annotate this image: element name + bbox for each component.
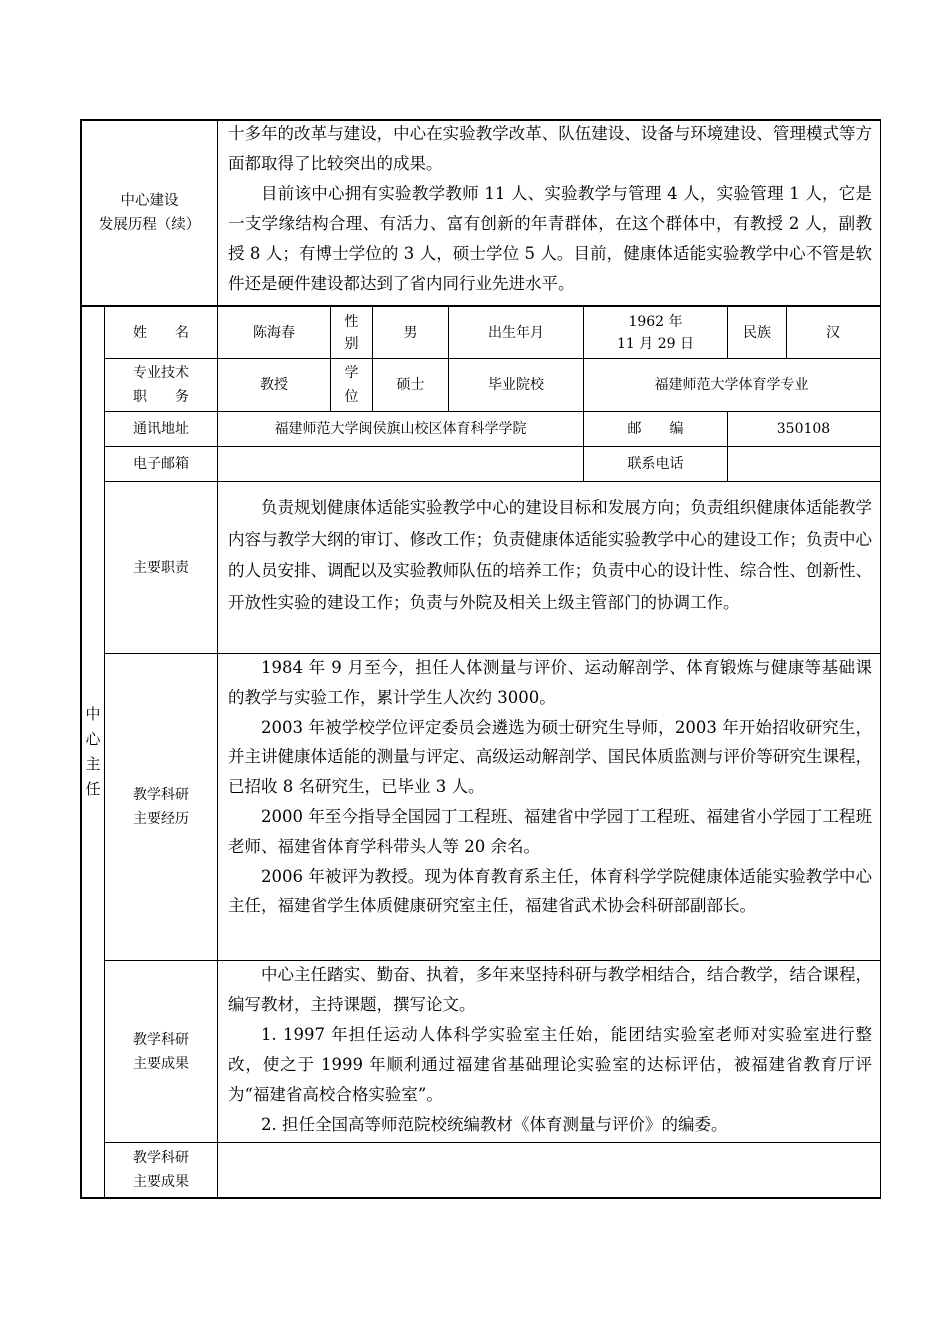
history-text bbox=[228, 119, 872, 299]
history-label-line1: 中心建设 bbox=[120, 192, 179, 209]
achievements-paragraph-1: 中心主任踏实、勤奋、执着，多年来坚持科研与教学相结合，结合教学，结合课程，编写教材，主持课题，撰写论文。 bbox=[228, 965, 872, 1014]
side-label-char-2: 心 bbox=[85, 730, 101, 748]
postcode-value: 350108 bbox=[776, 421, 831, 437]
history-label-line2: 发展历程（续） bbox=[98, 216, 201, 233]
achievements-label bbox=[105, 961, 217, 1142]
gender-value: 男 bbox=[403, 324, 418, 341]
achievements2-label-line2: 主要成果 bbox=[133, 1174, 189, 1190]
ethnic-label: 民族 bbox=[743, 324, 771, 341]
side-label-char-4: 任 bbox=[85, 780, 101, 798]
name-label: 姓 名 bbox=[133, 324, 189, 341]
director-side-label bbox=[83, 702, 103, 802]
degree-label-line1: 学 bbox=[344, 365, 359, 381]
achievements-text bbox=[228, 960, 872, 1140]
history-label bbox=[82, 120, 217, 305]
side-label-char-1: 中 bbox=[85, 705, 101, 723]
postcode-label: 邮 编 bbox=[627, 421, 684, 437]
experience-label-line2: 主要经历 bbox=[133, 811, 189, 827]
birth-value bbox=[584, 307, 727, 358]
title-label-line1: 专业技术 bbox=[133, 365, 189, 381]
duties-paragraph: 负责规划健康体适能实验教学中心的建设目标和发展方向；负责组织健康体适能教学内容与教学大纲的审订、修改工作；负责健康体适能实验教学中心的建设工作；负责中心的人员安排、调配以及实验教师队伍的培养工作；负责中心的设计性、综合性、创新性、开放性实验的建设工作；负责与外院及相关上级主管部门的协调工作。 bbox=[228, 498, 872, 612]
achievements2-label bbox=[105, 1143, 217, 1197]
experience-label bbox=[105, 654, 217, 960]
table-border-right bbox=[880, 119, 882, 1198]
degree-label bbox=[331, 359, 372, 411]
label-column-line bbox=[217, 119, 218, 1198]
row-line-4 bbox=[104, 481, 881, 482]
title-label-line2: 职 务 bbox=[133, 389, 189, 405]
address-value: 福建师范大学闽侯旗山校区体育科学学院 bbox=[274, 421, 527, 437]
side-label-char-3: 主 bbox=[85, 755, 101, 773]
experience-paragraph-1: 1984 年 9 月至今，担任人体测量与评价、运动解剖学、体育锻炼与健康等基础课的教学与实验工作，累计学生人次约 3000。 bbox=[228, 658, 872, 707]
experience-paragraph-4: 2006 年被评为教授。现为体育教育系主任，体育科学学院健康体适能实验教学中心主任，福建省学生体质健康研究室主任，福建省武术协会科研部副部长。 bbox=[228, 866, 872, 916]
gender-label bbox=[331, 307, 372, 358]
email-value bbox=[218, 447, 583, 481]
row-line-7 bbox=[104, 1142, 881, 1143]
gender-label-line1: 性 bbox=[344, 313, 359, 330]
birth-label: 出生年月 bbox=[488, 324, 544, 341]
phone-value bbox=[728, 447, 879, 481]
table-border-bottom bbox=[80, 1197, 881, 1199]
title-value: 教授 bbox=[260, 377, 288, 393]
history-paragraph-1: 十多年的改革与建设，中心在实验教学改革、队伍建设、设备与环境建设、管理模式等方面都取得了比较突出的成果。 bbox=[228, 124, 872, 173]
experience-label-line1: 教学科研 bbox=[133, 787, 189, 803]
degree-label-line2: 位 bbox=[344, 389, 359, 405]
achievements-label-line2: 主要成果 bbox=[133, 1055, 189, 1072]
school-value: 福建师范大学体育学专业 bbox=[654, 377, 809, 393]
duties-text bbox=[228, 492, 872, 618]
achievements2-label-line1: 教学科研 bbox=[133, 1150, 189, 1166]
name-value: 陈海春 bbox=[253, 324, 295, 341]
ethnic-value: 汉 bbox=[826, 324, 840, 341]
phone-label: 联系电话 bbox=[627, 456, 684, 472]
email-label: 电子邮箱 bbox=[133, 456, 189, 472]
duties-label: 主要职责 bbox=[133, 559, 189, 576]
degree-value: 硕士 bbox=[396, 377, 425, 393]
history-paragraph-2: 目前该中心拥有实验教学教师 11 人、实验教学与管理 4 人，实验管理 1 人，它是一支学缘结构合理、有活力、富有创新的年青群体，在这个群体中，有教授 2 人，副教授 8 人；有博士学位的 3 人，硕士学位 5 人。目前，健康体适能实验教学中心不管是软件还是硬件建设都达到了省内同行业先进水平。 bbox=[228, 184, 872, 293]
address-label: 通讯地址 bbox=[133, 421, 189, 437]
birth-value-line1: 1962 年 bbox=[628, 313, 683, 330]
experience-paragraph-3: 2000 年至今指导全国园丁工程班、福建省中学园丁工程班、福建省小学园丁工程班老师、福建省体育学科带头人等 20 余名。 bbox=[228, 806, 872, 856]
experience-text bbox=[228, 653, 872, 921]
achievements-paragraph-2: 1. 1997 年担任运动人体科学实验室主任始，能团结实验室老师对实验室进行整改，使之于 1999 年顺利通过福建省基础理论实验室的达标评估，被福建省教育厅评为“福建省高校合格实验室”。 bbox=[228, 1025, 872, 1104]
title-label bbox=[105, 359, 217, 411]
school-label: 毕业院校 bbox=[488, 377, 544, 393]
gender-label-line2: 别 bbox=[344, 335, 359, 352]
achievements-paragraph-3: 2. 担任全国高等师范院校统编教材《体育测量与评价》的编委。 bbox=[261, 1115, 728, 1134]
experience-paragraph-2: 2003 年被学校学位评定委员会遴选为硕士研究生导师，2003 年开始招收研究生，并主讲健康体适能的测量与评定、高级运动解剖学、国民体质监测与评价等研究生课程，已招收 8 名研究生，已毕业 3 人。 bbox=[228, 717, 872, 797]
birth-value-line2: 11 月 29 日 bbox=[617, 335, 694, 352]
achievements-label-line1: 教学科研 bbox=[133, 1031, 189, 1048]
